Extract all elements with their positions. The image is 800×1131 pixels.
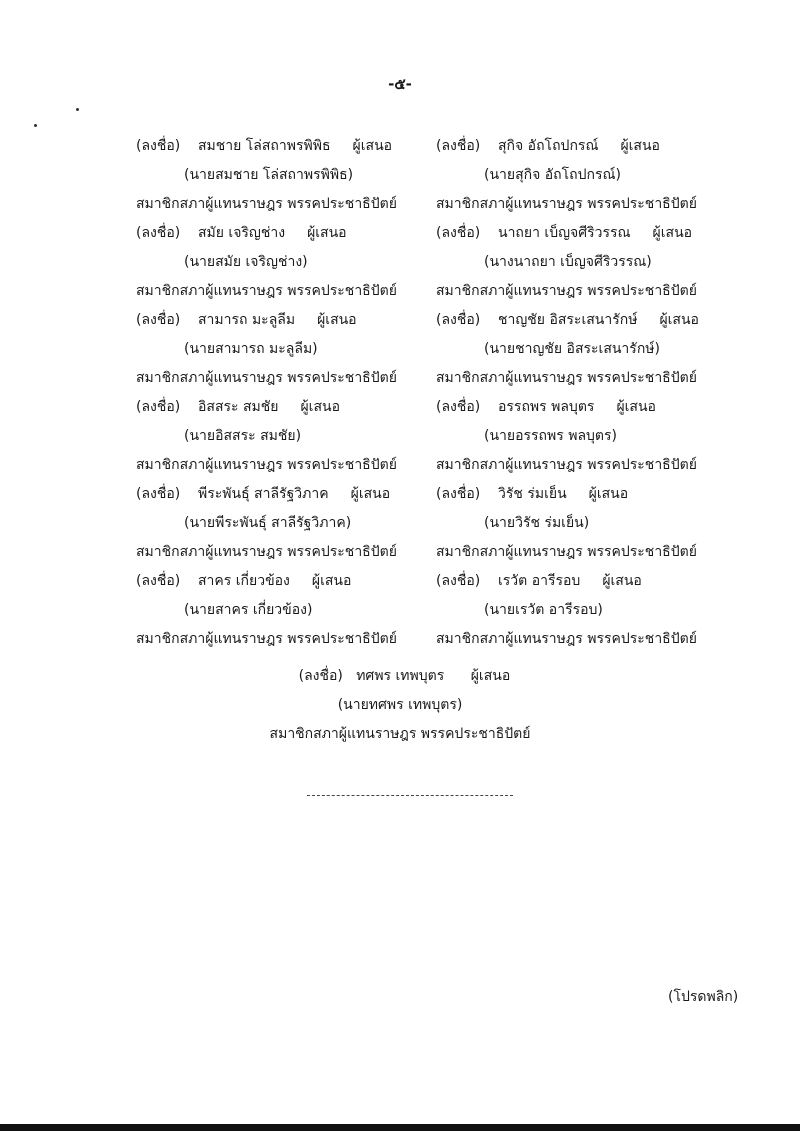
signature-line [0,662,800,691]
sign-label: (ลงชื่อ) [136,573,181,589]
page-number: -๕- [388,75,412,93]
signature-line [136,306,397,335]
sign-label: (ลงชื่อ) [436,225,481,241]
proposer-label: ผู้เสนอ [317,312,357,328]
signer-name: สุกิจ อัถโถปกรณ์ [498,138,599,154]
signer-name: สามารถ มะลูลีม [198,312,296,328]
signer-position: สมาชิกสภาผู้แทนราษฎร พรรคประชาธิปัตย์ [136,631,397,647]
signer-full-name: (นายเรวัต อารีรอบ) [484,602,603,618]
signature-entry [136,132,397,219]
signature-line [436,132,699,161]
signature-line [136,132,397,161]
signature-line [436,306,699,335]
scan-speck [34,124,37,127]
sign-label: (ลงชื่อ) [298,668,343,684]
signature-entry [436,567,699,654]
signer-name: สาคร เกี่ยวข้อง [198,573,290,589]
signer-position: สมาชิกสภาผู้แทนราษฎร พรรคประชาธิปัตย์ [436,196,697,212]
proposer-label: ผู้เสนอ [616,399,656,415]
signature-line [136,567,397,596]
signer-full-name: (นายพีระพันธุ์ สาลีรัฐวิภาค) [184,515,352,531]
signature-line [136,480,397,509]
sign-label: (ลงชื่อ) [136,138,181,154]
proposer-label: ผู้เสนอ [300,399,340,415]
signer-name: สมัย เจริญช่าง [198,225,286,241]
sign-label: (ลงชื่อ) [136,225,181,241]
signer-full-name: (นายชาญชัย อิสระเสนารักษ์) [484,341,660,357]
sign-label: (ลงชื่อ) [436,138,481,154]
proposer-label: ผู้เสนอ [652,225,693,241]
signature-entry [436,393,699,480]
signer-position: สมาชิกสภาผู้แทนราษฎร พรรคประชาธิปัตย์ [436,544,697,560]
proposer-label: ผู้เสนอ [470,668,511,684]
signer-name: อรรถพร พลบุตร [498,399,595,415]
proposer-label: ผู้เสนอ [659,312,699,328]
signer-name: พีระพันธุ์ สาลีรัฐวิภาค [198,486,329,502]
sign-label: (ลงชื่อ) [136,399,181,415]
proposer-label: ผู้เสนอ [352,138,393,154]
signature-entry [436,219,699,306]
sign-label: (ลงชื่อ) [136,312,181,328]
signer-name: เรวัต อารีรอบ [498,573,581,589]
right-signature-column [436,132,699,654]
signature-line [136,219,397,248]
signature-entry [436,306,699,393]
signer-position: สมาชิกสภาผู้แทนราษฎร พรรคประชาธิปัตย์ [136,544,397,560]
signer-position: สมาชิกสภาผู้แทนราษฎร พรรคประชาธิปัตย์ [436,457,697,473]
signature-entry [136,567,397,654]
signer-name: สมชาย โล่สถาพรพิพิธ [198,138,331,154]
sign-label: (ลงชื่อ) [436,312,481,328]
sign-label: (ลงชื่อ) [136,486,181,502]
signer-full-name: (นายสาคร เกี่ยวข้อง) [184,602,313,618]
signature-line [436,567,699,596]
signer-name: ทศพร เทพบุตร [356,668,445,684]
please-turn-over-note: (โปรดพลิก) [668,989,739,1005]
signature-entry [136,306,397,393]
sign-label: (ลงชื่อ) [436,573,481,589]
final-signature-block [0,662,800,749]
signer-full-name: (นายสมชาย โล่สถาพรพิพิธ) [184,167,354,183]
signer-position: สมาชิกสภาผู้แทนราษฎร พรรคประชาธิปัตย์ [136,457,397,473]
proposer-label: ผู้เสนอ [602,573,642,589]
signer-position: สมาชิกสภาผู้แทนราษฎร พรรคประชาธิปัตย์ [436,631,697,647]
signer-full-name: (นางนาถยา เบ็ญจศีริวรรณ) [484,254,652,270]
dashed-divider [307,795,513,796]
signature-entry [136,219,397,306]
proposer-label: ผู้เสนอ [620,138,660,154]
signer-full-name: (นายอรรถพร พลบุตร) [484,428,617,444]
signer-full-name: (นายวิรัช ร่มเย็น) [484,515,590,531]
signer-position: สมาชิกสภาผู้แทนราษฎร พรรคประชาธิปัตย์ [136,196,397,212]
signer-name: ชาญชัย อิสระเสนารักษ์ [498,312,638,328]
signature-line [136,393,397,422]
signer-full-name: (นายทศพร เทพบุตร) [337,697,463,713]
signer-full-name: (นายสมัย เจริญช่าง) [184,254,308,270]
left-signature-column [136,132,397,654]
signature-entry [136,393,397,480]
signature-entry [436,480,699,567]
signature-entry [136,480,397,567]
sign-label: (ลงชื่อ) [436,399,481,415]
signer-full-name: (นายอิสสระ สมชัย) [184,428,302,444]
proposer-label: ผู้เสนอ [588,486,629,502]
signer-full-name: (นายสุกิจ อัถโถปกรณ์) [484,167,621,183]
signer-full-name: (นายสามารถ มะลูลีม) [184,341,318,357]
signature-line [436,480,699,509]
signature-line [436,393,699,422]
proposer-label: ผู้เสนอ [307,225,347,241]
signer-position: สมาชิกสภาผู้แทนราษฎร พรรคประชาธิปัตย์ [436,283,697,299]
sign-label: (ลงชื่อ) [436,486,481,502]
scan-bottom-edge [0,1124,800,1131]
proposer-label: ผู้เสนอ [311,573,352,589]
signer-name: อิสสระ สมชัย [198,399,279,415]
signer-name: วิรัช ร่มเย็น [498,486,567,502]
signer-name: นาถยา เบ็ญจศีริวรรณ [498,225,631,241]
scan-speck [76,108,79,111]
proposer-label: ผู้เสนอ [350,486,391,502]
signer-position: สมาชิกสภาผู้แทนราษฎร พรรคประชาธิปัตย์ [136,283,397,299]
signer-position: สมาชิกสภาผู้แทนราษฎร พรรคประชาธิปัตย์ [436,370,697,386]
signature-entry [436,132,699,219]
signer-position: สมาชิกสภาผู้แทนราษฎร พรรคประชาธิปัตย์ [269,726,531,742]
signer-position: สมาชิกสภาผู้แทนราษฎร พรรคประชาธิปัตย์ [136,370,397,386]
signature-line [436,219,699,248]
